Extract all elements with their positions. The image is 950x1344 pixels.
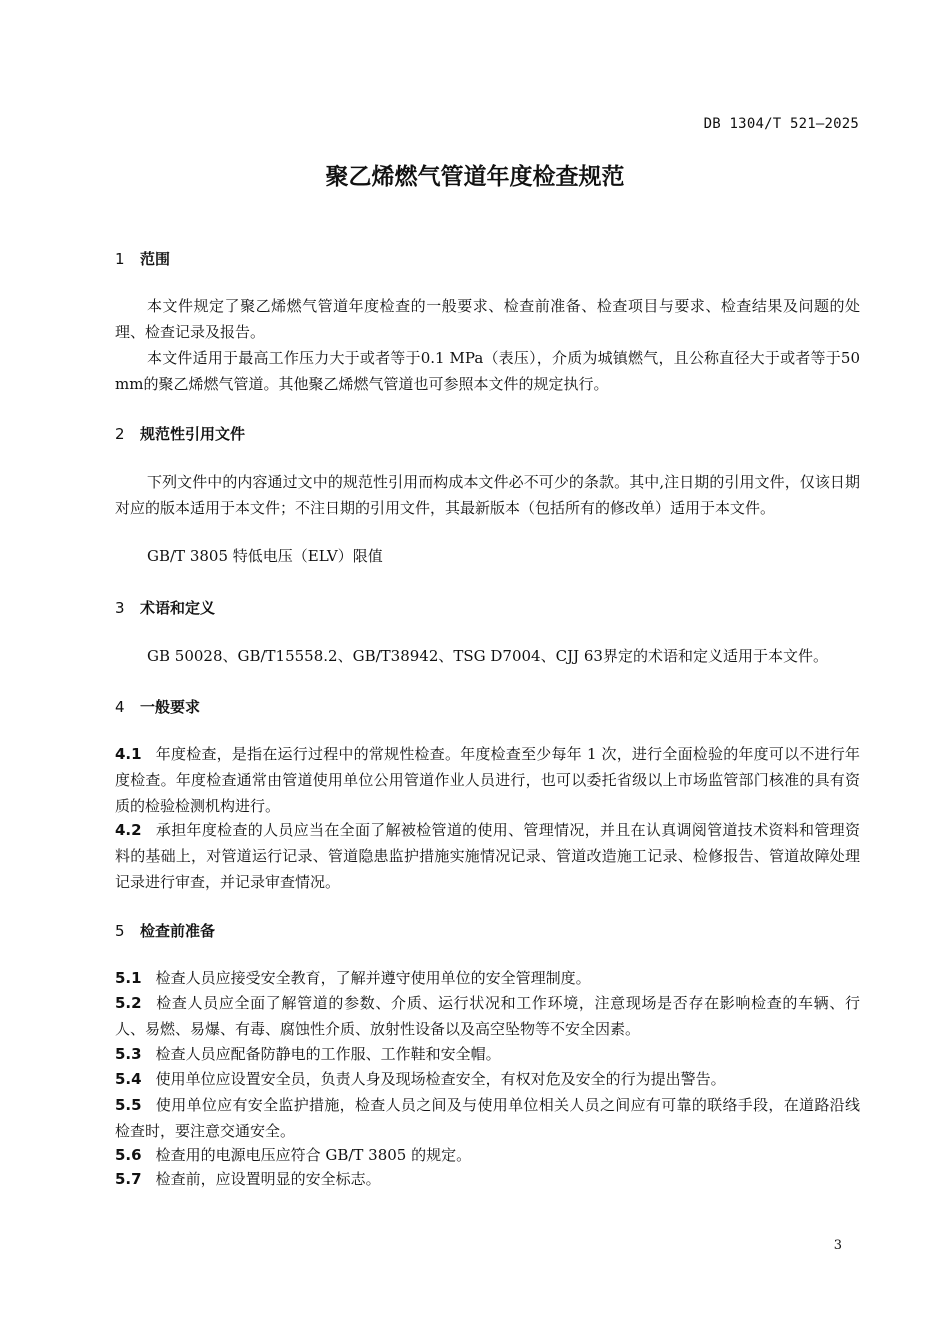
normative-reference: GB/T 3805 特低电压（ELV）限值: [147, 547, 383, 565]
clause-number: 4.2: [115, 821, 142, 839]
clause-5-2: [115, 990, 860, 1042]
paragraph: GB 50028、GB/T15558.2、GB/T38942、TSG D7004、CJJ 63界定的术语和定义适用于本文件。: [147, 647, 828, 665]
clause-5-4: [115, 1066, 860, 1092]
section-heading-5: [115, 920, 215, 941]
clause-number: 5.7: [115, 1170, 142, 1188]
section-title: 一般要求: [140, 698, 201, 716]
document-title: 聚乙烯燃气管道年度检查规范: [325, 164, 625, 190]
section-title: 范围: [140, 250, 171, 268]
clause-5-3: [115, 1041, 860, 1067]
clause-text: 使用单位应有安全监护措施，检查人员之间及与使用单位相关人员之间应有可靠的联络手段，在道路沿线检查时，要注意交通安全。: [115, 1096, 860, 1140]
clause-number: 5.5: [115, 1096, 142, 1114]
section-heading-2: [115, 423, 245, 444]
section-number: 1: [115, 250, 125, 268]
clause-5-5: [115, 1092, 860, 1144]
paragraph: 下列文件中的内容通过文中的规范性引用而构成本文件必不可少的条款。其中,注日期的引用文件，仅该日期对应的版本适用于本文件；不注日期的引用文件，其最新版本（包括所有的修改单）适用于本文件。: [115, 473, 860, 517]
section-heading-4: [115, 696, 200, 717]
page-number: 3: [833, 1238, 842, 1253]
section-heading-1: [115, 248, 170, 269]
section-title: 规范性引用文件: [140, 425, 246, 443]
clause-text: 承担年度检查的人员应当在全面了解被检管道的使用、管理情况，并且在认真调阅管道技术资料和管理资料的基础上，对管道运行记录、管道隐患监护措施实施情况记录、管道改造施工记录、检修报告、管道故障处理记录进行审查，并记录审查情况。: [115, 821, 860, 891]
section-number: 5: [115, 922, 125, 940]
clause-4-2: [115, 817, 860, 895]
section-number: 4: [115, 698, 125, 716]
clause-text: 检查人员应配备防静电的工作服、工作鞋和安全帽。: [155, 1045, 501, 1063]
section-number: 3: [115, 599, 125, 617]
clause-text: 检查人员应全面了解管道的参数、介质、运行状况和工作环境，注意现场是否存在影响检查的车辆、行人、易燃、易爆、有毒、腐蚀性介质、放射性设备以及高空坠物等不安全因素。: [115, 994, 860, 1038]
clause-5-6: [115, 1142, 860, 1168]
section-title: 检查前准备: [140, 922, 216, 940]
clause-number: 5.1: [115, 969, 142, 987]
document-number: DB 1304/T 521—2025: [703, 116, 859, 132]
clause-number: 5.3: [115, 1045, 142, 1063]
clause-5-1: [115, 965, 860, 991]
clause-number: 5.2: [115, 994, 142, 1012]
clause-5-7: [115, 1166, 860, 1192]
clause-text: 检查用的电源电压应符合 GB/T 3805 的规定。: [155, 1146, 472, 1164]
section-heading-3: [115, 597, 215, 618]
clause-text: 检查人员应接受安全教育，了解并遵守使用单位的安全管理制度。: [155, 969, 591, 987]
clause-text: 年度检查，是指在运行过程中的常规性检查。年度检查至少每年 1 次，进行全面检验的年度可以不进行年度检查。年度检查通常由管道使用单位公用管道作业人员进行，也可以委托省级以上市场监管部门核准的具有资质的检验检测机构进行。: [115, 745, 860, 815]
clause-text: 使用单位应设置安全员，负责人身及现场检查安全，有权对危及安全的行为提出警告。: [155, 1070, 726, 1088]
clause-4-1: [115, 741, 860, 819]
clause-number: 5.6: [115, 1146, 142, 1164]
clause-number: 5.4: [115, 1070, 142, 1088]
paragraph: 本文件规定了聚乙烯燃气管道年度检查的一般要求、检查前准备、检查项目与要求、检查结果及问题的处理、检查记录及报告。: [115, 297, 860, 341]
section-title: 术语和定义: [140, 599, 216, 617]
clause-number: 4.1: [115, 745, 142, 763]
paragraph: 本文件适用于最高工作压力大于或者等于0.1 MPa（表压），介质为城镇燃气，且公称直径大于或者等于50 mm的聚乙烯燃气管道。其他聚乙烯燃气管道也可参照本文件的规定执行。: [115, 349, 860, 393]
clause-text: 检查前，应设置明显的安全标志。: [155, 1170, 381, 1188]
section-number: 2: [115, 425, 125, 443]
